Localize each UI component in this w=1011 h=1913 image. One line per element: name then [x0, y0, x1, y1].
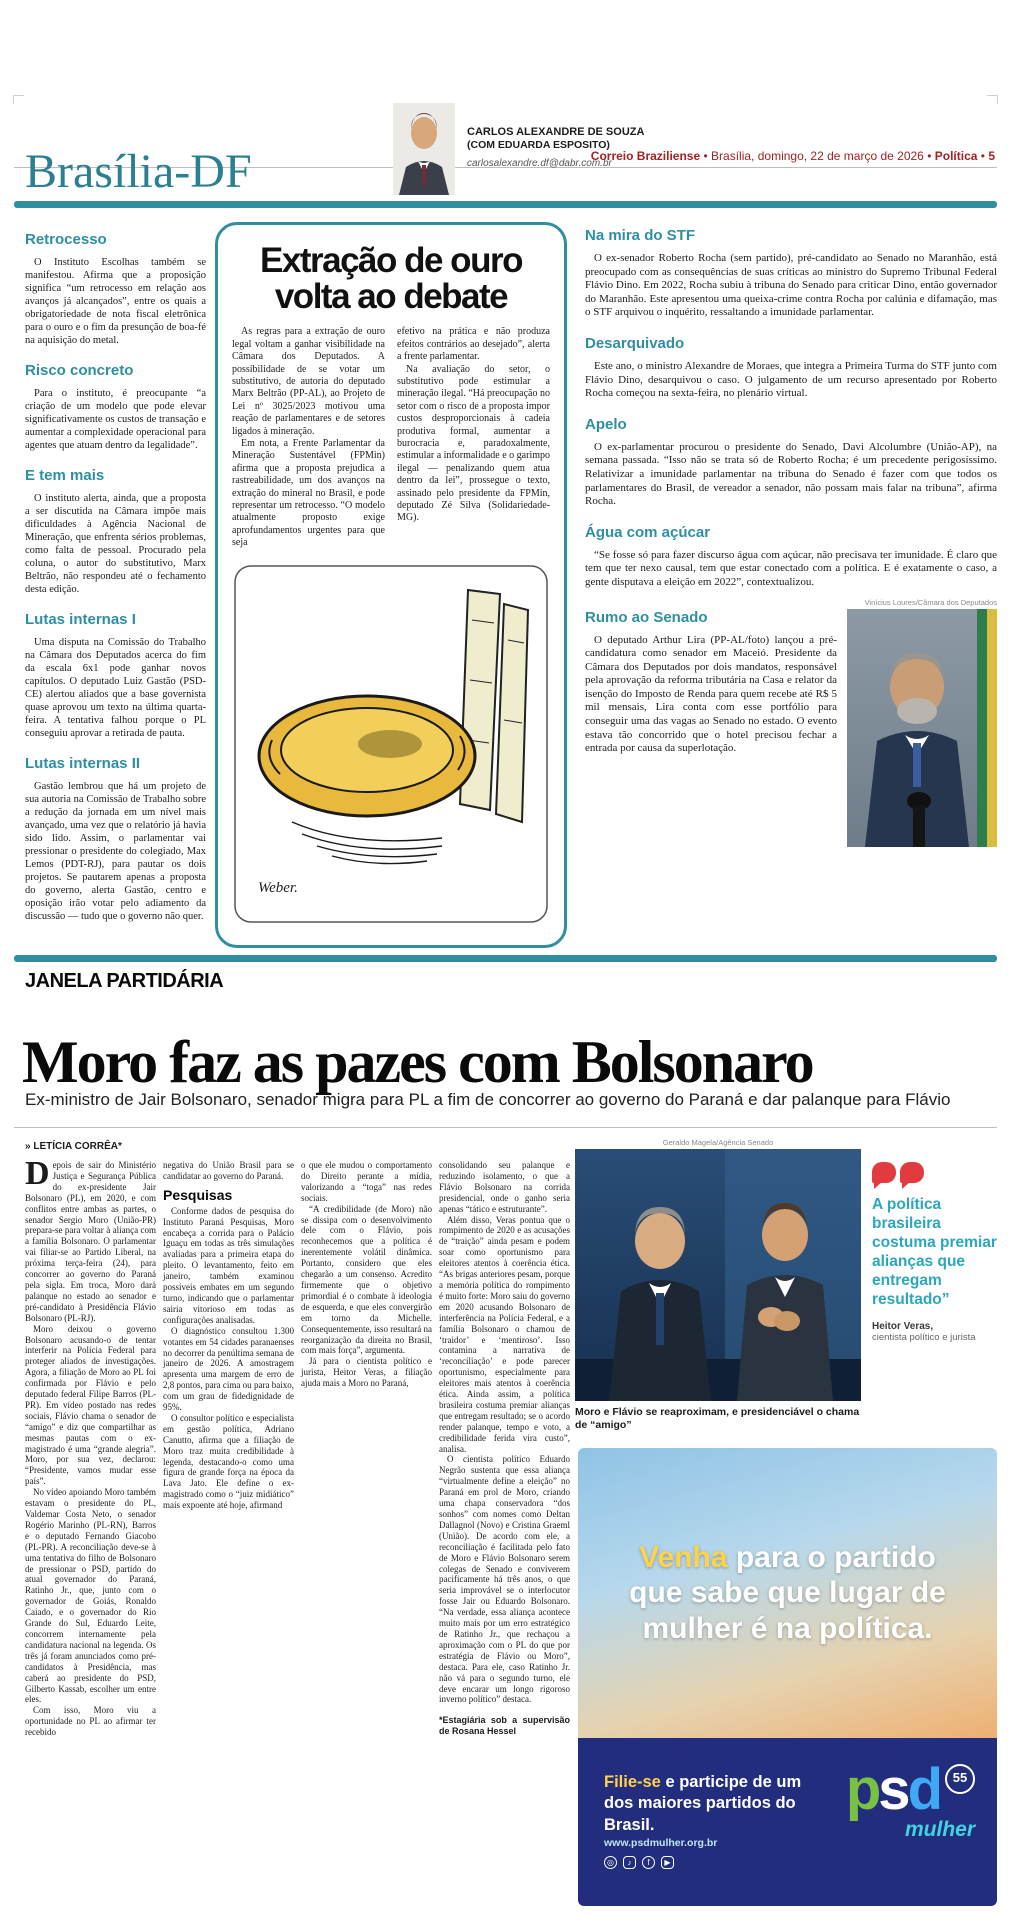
note-section	[25, 611, 206, 740]
masthead-line	[591, 149, 995, 163]
psd-55-badge: 55	[945, 1764, 975, 1794]
teal-divider-bar	[14, 955, 997, 962]
center-article-box	[215, 222, 567, 948]
feature-photo-block	[575, 1138, 861, 1431]
ad-cta-rest: e participe de um dos maiores partidos do Brasil.	[604, 1773, 802, 1834]
illustration-signature: Weber.	[258, 879, 298, 896]
paragraph: Na avaliação do setor, o substitutivo pode estimular a mineração ilegal. “Há preocupação no setor com o risco de a proposta impor custos desproporcionais à cadeia produtiva formal, aumentar a burocracia e, paradoxalmente, estimular a informalidade e o garimpo ilegal — penalizando quem atua dentro da lei”, prossegue o texto, assinado pelo presidente da FPMin, deputado Zé Silva (Solidariedade-MG).	[397, 363, 551, 524]
ad-social-icons	[604, 1856, 674, 1869]
note-section	[585, 227, 997, 320]
paragraph: Depois de sair do Ministério Justiça e Segurança Pública do ex-presidente Jair Bolsonaro (PL), em 2020, e com conflitos entre ambas as partes, o senador Sergio Moro (União-PR) prepara-se para voltar à aliança com a família Bolsonaro. O parlamentar vai filiar-se ao Partido Liberal, na próxima terça-feira (24), para concorrer ao governo do Paraná pela sigla. Em troca, Moro dará palanque no estado ao senador e pré-candidato à Presidência Flávio Bolsonaro (PL-RJ).	[25, 1155, 156, 1323]
note-heading: E tem mais	[25, 467, 105, 484]
note-section	[25, 467, 206, 596]
paragraph: efetivo na prática e não produza efeitos contrários ao desejado”, alerta a frente parlamentar.	[397, 326, 550, 363]
photo-credit: Geraldo Magela/Agência Senado	[662, 1138, 774, 1147]
feature-column-1	[25, 1155, 156, 1738]
section-name: Política	[934, 149, 978, 163]
ad-headline-rest: para o partido que sabe que lugar de mulher é na política.	[629, 1540, 946, 1645]
ad-headline-lead: Venha	[639, 1540, 728, 1574]
photo-credit: Vinícius Loures/Câmara dos Deputados	[864, 597, 997, 607]
teal-divider-bar	[14, 201, 997, 208]
note-heading: Lutas internas I	[25, 611, 136, 628]
columnist-email-link[interactable]: carlosalexandre.df@dabr.com.br	[467, 157, 612, 169]
psd-mulher-ad[interactable]	[578, 1448, 997, 1906]
gold-pan-illustration	[232, 560, 550, 937]
center-columns	[232, 326, 550, 549]
ad-image-area	[578, 1448, 997, 1738]
feature-column-2	[163, 1160, 294, 1511]
paragraph: Com isso, Moro viu a oportunidade no PL ao afirmar ter recebido	[25, 1705, 156, 1738]
center-headline: Extração de ouro volta ao debate	[260, 241, 522, 316]
note-section	[25, 231, 206, 347]
note-body: Gastão lembrou que há um projeto de sua autoria na Comissão de Trabalho sobre a redução da jornada em um nível mais avançado, uma vez que o relatório já havia sido lido. Assim, o parlamentar vai pressionar o presidente do colegiado, Max Lemos (PDT-RJ), para pautar os dois projetos. Se pautarem apenas a proposta do governo, alerta Gastão, centro e oposição irão votar pelo adiamento da discussão — tudo que o governo não quer.	[25, 781, 206, 922]
dateline: Brasília, domingo, 22 de março de 2026	[711, 149, 924, 163]
note-heading: Rumo ao Senado	[585, 608, 708, 626]
arthur-lira-photo	[847, 609, 997, 847]
note-body: Uma disputa na Comissão do Trabalho na Câmara dos Deputados acerca do fim da escala 6x1 pode ganhar novos capítulos. O deputado Luiz Gastão (PSD-CE) alertou aliados que a base governista quase aprovou um texto na última quarta-feira. A tentativa falhou porque o PL conseguiu aprovar a retirada de pauta.	[25, 637, 206, 739]
paragraph: Moro deixou o governo Bolsonaro acusando-o de tentar interferir na Polícia Federal para proteger aliados de investigações. Agora, a filiação de Moro ao PL foi confirmada por Flávio e pelo deputado federal Filipe Barros (PL-PR). Em vídeo postado nas redes sociais, Flávio chama o senador de “amigo” e diz que compartilhar as mesmas pautas com o ex-magistrado é uma “grande alegria”. Moro, por sua vez, declarou: “Presidente, vamos mudar esse país”.	[25, 1323, 156, 1487]
instagram-icon[interactable]: ◎	[604, 1856, 617, 1869]
kicker: JANELA PARTIDÁRIA	[25, 970, 224, 992]
separator: •	[703, 149, 708, 163]
columnist-name: CARLOS ALEXANDRE DE SOUZA	[467, 126, 645, 138]
paragraph: “A credibilidade (de Moro) não se dissipa com o desenvolvimento dele com o Flávio, pois reconhecemos que a política é inerentemente volátil dinâmica. Portanto, considero que eles chegarão a um consenso. Acredito firmemente que o objetivo primordial é o combate à ideologia de esquerda, e que eles convergirão em torno da Michelle. Consequentemente, isso resultará na reorganização da direita no Brasil, com mais força”, argumenta.	[301, 1203, 432, 1356]
paragraph: o que ele mudou o comportamento do Direito perante a mídia, valorizando a “toga” nas redes sociais.	[301, 1160, 432, 1203]
note-heading: Lutas internas II	[25, 755, 141, 772]
psd-logo-s: s	[878, 1757, 908, 1822]
separator: •	[980, 149, 985, 163]
separator: •	[927, 149, 932, 163]
note-section	[585, 598, 997, 851]
paragraph: O cientista político Eduardo Negrão sustenta que essa aliança “virtualmente define a eleição” no Paraná em prol de Moro, criando uma chapa conservadora “dos sonhos” com nomes como Deltan Dallagnol (Novo) e Cristina Graeml (União). De acordo com ele, a reconciliação é facilitada pelo fato de Moro e Flávio Bolsonaro serem colegas de Senado e conviverem pacificamente há três anos, o que seria improvável se o interlocutor fosse Jair ou Eduardo Bolsonaro. “Na verdade, essa aliança acontece muito mais por um erro estratégico de Ratinho Jr., que rechaçou a aproximação com o PL do que por estratégia de Flávio ou Moro”, destaca. Para ele, caso Ratinho Jr. não vá para o segundo turno, ele deve encarar um longo rigoroso inverno político” destaca.	[439, 1454, 570, 1705]
center-col-2	[397, 326, 550, 549]
drop-cap: D	[25, 1155, 50, 1192]
left-notes-column	[25, 216, 206, 923]
psd-logo-p: p	[845, 1757, 879, 1822]
note-section	[585, 524, 997, 590]
ad-website-link[interactable]: www.psdmulher.org.br	[604, 1837, 718, 1849]
note-body: O deputado Arthur Lira (PP-AL/foto) lançou a pré-candidatura como senador em Maceió. Presidente da Câmara dos Deputados por dois mandatos, responsável pela aprovação da reforma tributária na Casa e relator da isenção do Imposto de Renda para quem recebe até R$ 5 mil mensais, Lira conta com esse portfólio para conseguir uma das vagas ao Senado no estado. O evento estava tão concorrido que o hotel precisou fechar a entrada por causa da superlotação.	[585, 633, 837, 755]
note-body: Este ano, o ministro Alexandre de Moraes, que integra a Primeira Turma do STF junto com Flávio Dino, desarquivou o caso. O julgamento de um recurso apresentado por Roberto Rocha começou na sexta-feira, no plenário virtual.	[585, 359, 997, 400]
note-body: O Instituto Escolhas também se manifestou. Afirma que a proposição significa “um retrocesso em relação aos avanços já alcançados”, entre os quais a obrigatoriedade de nota fiscal eletrônica para o ouro e o fim da presunção de boa-fé na aquisição do metal.	[25, 257, 206, 346]
ad-headline	[623, 1540, 953, 1646]
note-heading: Risco concreto	[25, 362, 134, 379]
note-heading: Na mira do STF	[585, 227, 696, 244]
paper-name: Correio Braziliense	[590, 149, 701, 163]
paragraph: consolidando seu palanque e reduzindo isolamento, o que a Flávio Bolsonaro na corrida presidencial, onde o ganho seria apenas “tático e estruturante”.	[439, 1160, 570, 1214]
quote-text: A política brasileira costuma premiar alianças que entregam resultado”	[872, 1196, 997, 1308]
crop-mark	[987, 95, 998, 104]
paragraph: Além disso, Veras pontua que o rompimento de 2020 e as acusações de “traição” ainda pesam e podem soar como oportunismo para eleitores atentos à coerência ética. “As brigas anteriores pesam, porque a memória política do rompimento é muito forte: Moro saiu do governo em 2020 acusando Bolsonaro de interferência na Polícia Federal, e a família Bolsonaro o chamou de ‘traidor’ e ‘mentiroso’. Isso contamina a narrativa de ‘reconciliação’ e pode parecer oportunismo, especialmente para eleitores mais atentos à coerência ética. Ainda assim, a política brasileira costuma premiar alianças que entregam resultado; se o acordo render palanque, tempo e voto, a credibilidade ferida vira custo”, analisa.	[439, 1214, 570, 1454]
columnist-coauthor: (COM EDUARDA ESPOSITO)	[467, 139, 610, 152]
paragraph: No vídeo apoiando Moro também estavam o presidente do PL, Valdemar Costa Neto, o senador Rogério Marinho (PL-RN), Barros e o deputado Fernando Giacobo (PL-PR). A reconciliação deve-se à uma tentativa do filho de Bolsonaro de pressionar o PSD, partido do atual governador do Paraná, Ratinho Jr., que, junto com o governador de Goiás, Ronaldo Caiado, e o governador do Rio Grande do Sul, Eduardo Leite, concorrem internamente pela candidatura nacional na legenda. Os três já foram anunciados como pré-candidatos à Presidência, mas caberá ao presidente do PSD, Gilberto Kassab, escolher um entre eles.	[25, 1487, 156, 1705]
note-body: Para o instituto, é preocupante “a criação de um modelo que pode elevar significativamente os custos de transação e aumentar a complexidade operacional para agentes que atuam dentro da legalidade”.	[25, 388, 206, 451]
paragraph: As regras para a extração de ouro legal voltam a ganhar visibilidade na Câmara dos Deputados. A possibilidade de se votar um substitutivo, de autoria do deputado Marx Beltrão (PP-AL), ao Projeto de Lei nº 3025/2023 motivou uma reação de parlamentares e de setores ligados à mineração.	[232, 326, 385, 437]
psd-logo-d: d	[907, 1757, 940, 1822]
note-heading: Apelo	[585, 415, 627, 433]
note-heading: Retrocesso	[25, 231, 107, 248]
feature-column-4	[439, 1160, 570, 1737]
paragraph: Já para o cientista político e jurista, Heitor Veras, a filiação ajuda mais a Moro no Paraná,	[301, 1356, 432, 1389]
columnist-headshot	[393, 103, 455, 195]
note-body: O ex-parlamentar procurou o presidente do Senado, Davi Alcolumbre (União-AP), na semana passada. “Isso não se trata só de Roberto Rocha; é um precedente perigosíssimo. Relativizar a imunidade parlamentar na tribuna do Senado é fazer com que todos os parlamentares do Brasil, de vereador a senador, não possam mais falar na tribuna”, afirma Rocha.	[585, 440, 997, 508]
psd-mulher-label: mulher	[904, 1818, 975, 1842]
pull-quote	[872, 1162, 998, 1343]
note-section	[25, 755, 206, 923]
note-heading: Água com açúcar	[585, 523, 711, 541]
paragraph: Em nota, a Frente Parlamentar da Mineração Sustentável (FPMin) afirma que a proposta prejudica a rastreabilidade, um dos avanços na extração do mineral no Brasil, e pode representar um retrocesso. “O modelo atualmente proposto exige aprofundamentos urgentes para que seja	[232, 438, 385, 549]
note-section	[585, 416, 997, 509]
subhead-pesquisas: Pesquisas	[163, 1186, 233, 1203]
ad-cta-lead: Filie-se	[604, 1773, 661, 1791]
paragraph: O consultor político e especialista em gestão política, Adriano Canutto, afirma que a filiação de Moro traz muita credibilidade à legenda, destacando-o como uma figura de grande força na época da Lava Jato. Ele define o ex-magistrado como o “juiz midiático” mais expoente até hoje, afirmand	[163, 1412, 294, 1511]
page-title: Brasília-DF	[25, 145, 252, 199]
note-body: O ex-senador Roberto Rocha (sem partido), pré-candidato ao Senado no Maranhão, está preocupado com as consequências de suas críticas ao ministro do Supremo Tribunal Federal Flávio Dino. Em 2022, Rocha subiu à tribuna do Senado para criticar Dino, então governador do Maranhão. Este apresentou uma queixa-crime contra Rocha por calúnia e difamação, mas o STF arquivou o inquérito, ressaltando a imunidade parlamentar.	[585, 252, 997, 319]
psd-logo	[845, 1757, 975, 1842]
facebook-icon[interactable]: f	[642, 1856, 655, 1869]
right-notes-column	[585, 212, 997, 851]
footnote: *Estagiária sob a supervisão de Rosana Hessel	[439, 1715, 570, 1737]
ad-cta	[604, 1772, 819, 1836]
crop-mark	[13, 95, 24, 104]
deck-rule	[14, 1127, 997, 1128]
moro-flavio-photo	[575, 1149, 861, 1401]
paragraph: O diagnóstico consultou 1.300 votantes em 54 cidades paranaenses no decorrer da penúltima semana de janeiro de 2026. A amostragem apresenta uma margem de erro de 2,8 pontos, para cima ou para baixo, com um grau de fidedignidade de 95%.	[163, 1325, 294, 1413]
note-body: O instituto alerta, ainda, que a proposta a ser discutida na Câmara impõe mais dificuldades à Agência Nacional de Mineração, que enfrenta sérios problemas, como falta de pessoal. Procurado pela coluna, o autor do substitutivo, Marx Beltrão, não respondeu até o fechamento desta edição.	[25, 493, 206, 595]
feature-deck: Ex-ministro de Jair Bolsonaro, senador migra para PL a fim de concorrer ao governo do Paraná e dar palanque para Flávio	[25, 1090, 951, 1109]
byline: » LETÍCIA CORRÊA*	[25, 1141, 122, 1152]
paragraph: negativa do União Brasil para se candidatar ao governo do Paraná.	[163, 1160, 294, 1181]
note-heading: Desarquivado	[585, 334, 685, 352]
note-section	[585, 335, 997, 401]
youtube-icon[interactable]: ▶	[661, 1856, 674, 1869]
paragraph: Conforme dados de pesquisa do Instituto Paraná Pesquisas, Moro encabeça a corrida para o Palácio Iguaçu em todas as três simulações avaliadas para a primeira etapa do pleito. O levantamento, feito em janeiro, também examinou possíveis embates em um segundo turno, indicando que o parlamentar sairia vitorioso em todas as configurações analisadas.	[163, 1205, 294, 1325]
center-col-1	[232, 326, 385, 549]
columnist-info	[467, 126, 644, 171]
quote-author-role: cientista político e jurista	[872, 1332, 976, 1343]
photo-caption: Moro e Flávio se reaproximam, e presidenciável o chama de “amigo”	[575, 1406, 860, 1431]
quote-icon	[872, 1162, 998, 1183]
quote-author: Heitor Veras,	[872, 1321, 934, 1332]
feature-column-3	[301, 1160, 432, 1389]
tiktok-icon[interactable]: ♪	[623, 1856, 636, 1869]
note-section	[25, 362, 206, 452]
page-number: 5	[988, 149, 995, 163]
ad-footer-band	[578, 1738, 997, 1906]
note-body: “Se fosse só para fazer discurso água com açúcar, não precisava ter imunidade. É claro que tem que ter nexo causal, tem que estar conectado com a política. E é exatamente o caso, a gente disputava a eleição em 2022”, contextualizou.	[585, 548, 997, 588]
feature-headline: Moro faz as pazes com Bolsonaro	[22, 1029, 813, 1096]
